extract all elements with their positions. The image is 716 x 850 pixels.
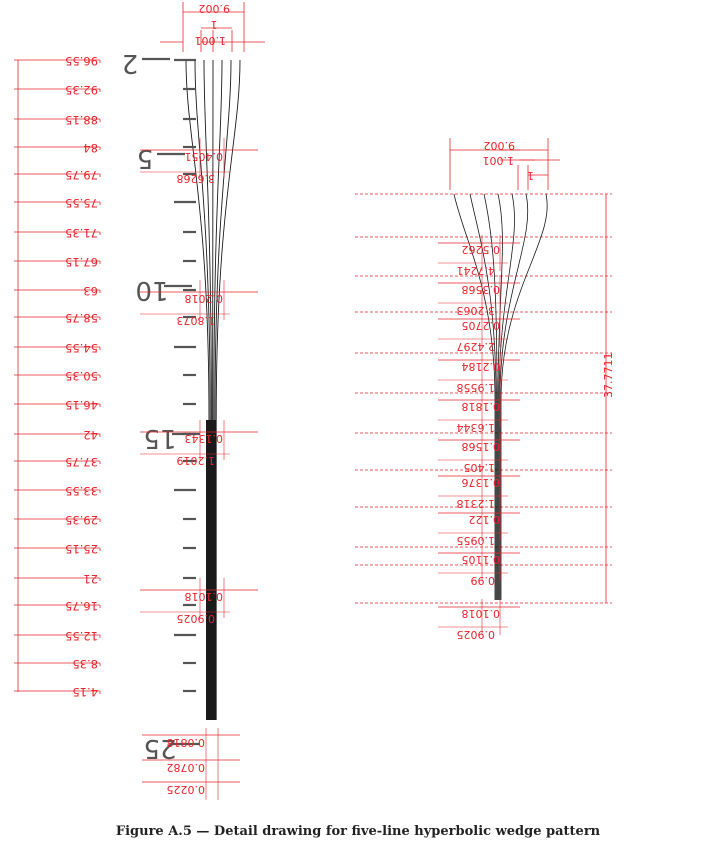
callout-width: 0.3568 <box>461 283 500 296</box>
position-label: 33.55 <box>65 484 98 498</box>
bottom-dim-label: 0.0782 <box>166 761 205 774</box>
callout-width: 0.1376 <box>461 476 500 489</box>
position-label: 37.75 <box>65 455 98 469</box>
position-label: 16.75 <box>65 599 98 613</box>
position-label: 71.35 <box>65 226 98 240</box>
callout-length: 4.7241 <box>456 264 495 277</box>
callout-width: 0.1018 <box>461 607 500 620</box>
right-wedge-drawing <box>355 138 615 641</box>
dim-label: 1 <box>527 169 534 182</box>
callout-length: 2.4297 <box>456 340 495 353</box>
position-label: 79.75 <box>65 168 98 182</box>
dim-label: 1 <box>210 18 218 31</box>
group-label: 25 <box>143 733 177 763</box>
position-label: 67.15 <box>65 255 98 269</box>
callout-length: 0.9025 <box>176 612 215 625</box>
callout-width: 0.2184 <box>461 360 500 373</box>
wedge-line <box>501 194 547 600</box>
group-label: 15 <box>143 423 177 453</box>
position-label: 50.35 <box>65 369 98 383</box>
dim-label: 9.002 <box>483 139 515 152</box>
callout-width: 0.2018 <box>184 292 223 305</box>
dim-label: 1.001 <box>194 34 226 47</box>
callout-length: 0.9025 <box>456 628 495 641</box>
position-label: 8.35 <box>72 657 98 671</box>
group-label: 2 <box>121 48 139 78</box>
wedge-line <box>500 194 528 600</box>
position-label: 4.15 <box>72 685 98 699</box>
callout-length: 1.8073 <box>176 314 215 327</box>
position-label: 21 <box>83 572 98 586</box>
group-label: 10 <box>135 275 169 305</box>
callout-length: 1.2019 <box>176 454 215 467</box>
callout-width: 0.5262 <box>461 243 500 256</box>
left-wedge-drawing <box>14 2 265 800</box>
position-label: 46.15 <box>65 398 98 412</box>
bottom-dim-label: 0.0225 <box>166 783 205 796</box>
callout-width: 0.122 <box>468 513 500 526</box>
position-label: 54.55 <box>65 341 98 355</box>
dim-label: 1.001 <box>482 154 514 167</box>
position-label: 92.35 <box>65 83 98 97</box>
callout-width: 0.1105 <box>461 553 500 566</box>
callout-width: 0.1568 <box>461 440 500 453</box>
group-label: 5 <box>136 143 154 173</box>
position-label: 58.75 <box>65 311 98 325</box>
position-label: 42 <box>83 428 98 442</box>
figure-caption: Figure A.5 — Detail drawing for five-line hyperbolic wedge pattern <box>115 824 601 839</box>
position-label: 88.15 <box>65 113 98 127</box>
position-label: 12.55 <box>65 629 98 643</box>
callout-width: 0.1343 <box>184 432 223 445</box>
callout-length: 3.2063 <box>456 304 495 317</box>
bottom-dim-label: 0.0818 <box>166 736 205 749</box>
position-label: 75.55 <box>65 196 98 210</box>
callout-width: 0.4051 <box>184 150 223 163</box>
callout-width: 0.1818 <box>461 400 500 413</box>
dim-label: 9.002 <box>198 2 230 15</box>
callout-length: 1.6344 <box>456 421 495 434</box>
position-label: 96.55 <box>65 54 98 68</box>
position-label: 63 <box>83 284 98 298</box>
callout-length: 0.99 <box>470 574 495 587</box>
callout-length: 1.0955 <box>456 534 495 547</box>
callout-length: 1.9558 <box>456 381 495 394</box>
callout-width: 0.1018 <box>184 590 223 603</box>
callout-length: 1.405 <box>463 461 495 474</box>
callout-length: 1.2318 <box>456 497 495 510</box>
position-label: 84 <box>83 141 98 155</box>
position-label: 25.15 <box>65 542 98 556</box>
callout-length: 3.6268 <box>176 172 215 185</box>
total-length-label: 37.7711 <box>602 352 615 398</box>
callout-width: 0.2705 <box>461 319 500 332</box>
position-label: 29.35 <box>65 513 98 527</box>
